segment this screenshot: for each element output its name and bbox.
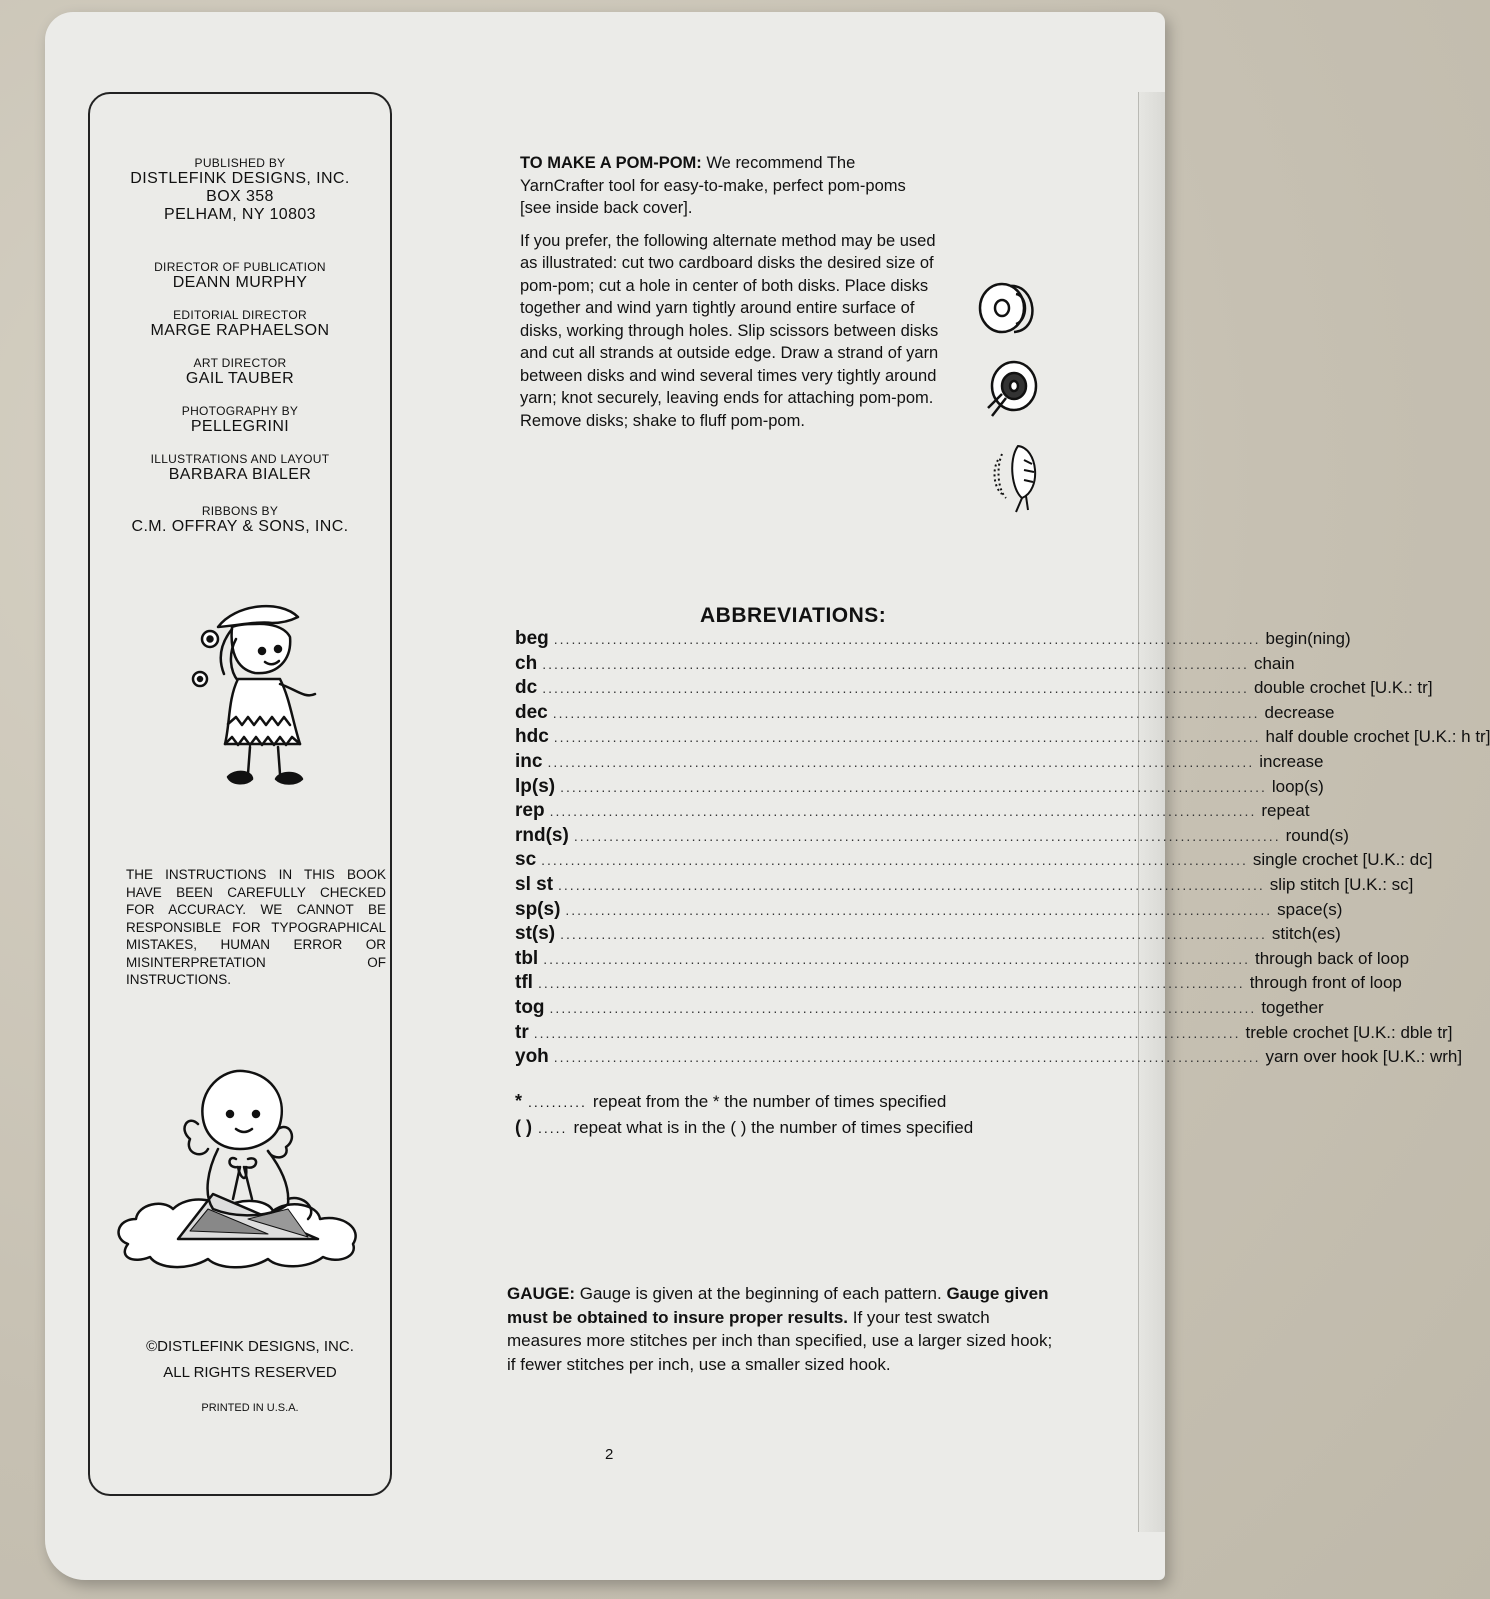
abbreviation-definition: slip stitch [U.K.: sc] [1269, 874, 1414, 894]
dot-leader: ........................................................................................................................ [553, 729, 1261, 746]
abbreviation-row [515, 849, 1433, 874]
dot-leader: ........................................................................................................................ [542, 655, 1249, 672]
dot-leader: ........................................................................................................................ [543, 950, 1250, 967]
dot-leader: ........................................................................................................................ [542, 680, 1249, 697]
abbreviation-row [515, 923, 1341, 948]
dot-leader: ........................................................................................................................ [547, 753, 1255, 770]
abbreviation-term: hdc [515, 726, 549, 748]
dot-leader: ........................................................................................................................ [565, 901, 1273, 918]
credit-role: PHOTOGRAPHY BY [181, 404, 299, 418]
dot-leader: ........................................................................................................................ [573, 827, 1281, 844]
abbreviation-term: ch [515, 652, 538, 674]
abbreviation-term: dec [515, 701, 548, 723]
abbreviation-term: sc [515, 849, 537, 871]
pompom-method: If you prefer, the following alternate method may be used as illustrated: cut two cardboard disks the desired size of pom-pom; cut a hole in center of both disks. Place disks together and wind yarn tightly around entire surface of disks, working through holes. Slip scissors between disks and cut all strands at outside edge. Draw a strand of yarn between disks and wind several times very tightly around yarn; knot securely, leaving ends for attaching pom-pom. Remove disks; shake to fluff pom-pom. [520, 231, 939, 430]
abbreviation-definition: through back of loop [1254, 948, 1410, 968]
abbreviation-row [515, 775, 1324, 801]
published-by-label: PUBLISHED BY [194, 156, 286, 170]
symbol-row [515, 1091, 1060, 1117]
credit-director-publication [90, 260, 390, 292]
abbreviation-term: lp(s) [515, 775, 556, 797]
symbol-definition: repeat from the * the number of times specified [592, 1091, 947, 1111]
credit-photography [90, 404, 390, 436]
abbreviation-term: tog [515, 996, 545, 1018]
abbreviations-title: ABBREVIATIONS: [700, 604, 887, 627]
abbreviation-row [515, 750, 1324, 776]
dot-leader: ........................................................................................................................ [560, 926, 1267, 943]
dot-leader: ........................................................................................................................ [553, 1049, 1261, 1066]
publisher-box: BOX 358 [206, 188, 274, 205]
dot-leader: ........................................................................................................................ [537, 975, 1245, 992]
dot-leader: ........................................................................................................................ [552, 704, 1260, 721]
abbreviation-definition: stitch(es) [1271, 924, 1341, 944]
abbreviation-row [515, 1046, 1463, 1071]
dot-leader: ........................................................................................................................ [560, 778, 1267, 795]
abbreviation-definition: round(s) [1285, 825, 1349, 845]
abbreviation-row [515, 701, 1335, 727]
credit-name: DEANN MURPHY [172, 274, 308, 291]
credit-name: MARGE RAPHAELSON [150, 322, 330, 339]
credit-name: C.M. OFFRAY & SONS, INC. [131, 518, 349, 535]
abbreviation-definition: space(s) [1277, 899, 1343, 919]
dot-leader: ..... [538, 1119, 568, 1136]
publisher-city: PELHAM, NY 10803 [164, 206, 316, 223]
abbreviation-term: yoh [515, 1046, 549, 1068]
abbreviation-definition: through front of loop [1249, 973, 1402, 993]
abbreviation-row [515, 800, 1310, 825]
gauge-paragraph [507, 1282, 1063, 1376]
credit-name: BARBARA BIALER [168, 466, 312, 483]
gauge-label: GAUGE: [507, 1284, 575, 1303]
pompom-intro-text: We recommend The YarnCrafter tool for easy-to-make, perfect pom-poms [see inside back cover]. [520, 154, 906, 217]
abbreviation-definition: repeat [1261, 801, 1310, 821]
pompom-heading: TO MAKE A POM-POM: [520, 154, 702, 172]
abbreviation-term: beg [515, 628, 549, 649]
credit-art-director [90, 356, 390, 388]
pompom-intro [520, 152, 940, 220]
abbreviation-row [515, 972, 1402, 997]
abbreviation-definition: loop(s) [1271, 776, 1324, 796]
abbreviation-definition: single crochet [U.K.: dc] [1252, 850, 1433, 870]
page-number: 2 [605, 1446, 614, 1463]
abbreviation-row [515, 873, 1414, 899]
abbreviation-term: rnd(s) [515, 824, 569, 846]
printed-in-line: PRINTED IN U.S.A. [201, 1402, 299, 1414]
girl-with-hat-illustration [180, 599, 330, 799]
abbreviation-definition: together [1261, 997, 1324, 1017]
credit-name: GAIL TAUBER [185, 370, 295, 387]
abbreviation-term: st(s) [515, 923, 556, 945]
dot-leader: ........................................................................................................................ [549, 803, 1257, 820]
abbreviation-row [515, 947, 1410, 973]
gauge-bold-text: Gauge given must be obtained to insure proper results. [507, 1284, 1049, 1327]
credit-role: ILLUSTRATIONS AND LAYOUT [150, 452, 330, 466]
abbreviation-definition: begin(ning) [1265, 629, 1351, 648]
dot-leader: ........................................................................................................................ [541, 852, 1248, 869]
abbreviation-row [515, 824, 1349, 850]
symbol-term: * [515, 1090, 523, 1111]
symbol-row [515, 1117, 1060, 1143]
pompom-section [520, 152, 940, 432]
abbreviation-term: tbl [515, 947, 539, 969]
abbreviation-term: sp(s) [515, 898, 561, 920]
wound-disk-icon [984, 358, 1042, 420]
dot-leader: ........................................................................................................................ [558, 876, 1265, 893]
gauge-text-2: If your test swatch measures more stitches per inch than specified, use a larger sized hook; if fewer stitches per inch, use a smaller sized hook. [507, 1307, 1053, 1374]
rights-reserved-line: ALL RIGHTS RESERVED [163, 1364, 337, 1381]
abbreviation-definition: treble crochet [U.K.: dble tr] [1245, 1022, 1453, 1042]
abbreviation-term: inc [515, 750, 543, 772]
gauge-text-1: Gauge is given at the beginning of each pattern. [579, 1284, 942, 1303]
publisher-name: DISTLEFINK DESIGNS, INC. [130, 170, 350, 187]
abbreviation-row [515, 898, 1343, 924]
abbreviation-term: tr [515, 1021, 529, 1043]
abbreviation-definition: yarn over hook [U.K.: wrh] [1265, 1047, 1463, 1067]
abbreviation-definition: chain [1253, 653, 1295, 673]
abbreviation-row [515, 726, 1490, 751]
abbreviation-term: dc [515, 677, 538, 699]
credit-illustrations [90, 452, 390, 484]
symbol-term: ( ) [515, 1116, 532, 1137]
cardboard-disks-icon [976, 280, 1042, 336]
disclaimer-text: THE INSTRUCTIONS IN THIS BOOK HAVE BEEN CAREFULLY CHECKED FOR ACCURACY. WE CANNOT BE RESPONSIBLE FOR TYPOGRAPHICAL MISTAKES, HUMAN ERROR OR MISINTERPRETATION OF INSTRUCTIONS. [126, 867, 386, 987]
credits-box [88, 92, 392, 1496]
abbreviation-definition: increase [1259, 751, 1324, 771]
baby-on-cloud-illustration [108, 1059, 373, 1274]
credit-name: PELLEGRINI [190, 418, 290, 435]
cut-pompom-icon [988, 440, 1044, 514]
symbol-definition: repeat what is in the ( ) the number of times specified [573, 1117, 974, 1137]
publisher-block [90, 156, 390, 224]
abbreviation-definition: double crochet [U.K.: tr] [1253, 678, 1433, 698]
abbreviation-definition: decrease [1264, 702, 1335, 722]
credit-ribbons [90, 504, 390, 536]
abbreviation-term: tfl [515, 972, 533, 994]
credit-role: EDITORIAL DIRECTOR [173, 308, 307, 322]
abbreviation-row [515, 628, 1351, 653]
abbreviation-row [515, 996, 1324, 1022]
copyright-line: ©DISTLEFINK DESIGNS, INC. [146, 1338, 354, 1355]
credit-role: RIBBONS BY [201, 504, 279, 518]
credit-editorial-director [90, 308, 390, 340]
dot-leader: ........................................................................................................................ [553, 631, 1261, 647]
abbreviation-definition: half double crochet [U.K.: h tr] [1265, 727, 1490, 747]
dot-leader: ........................................................................................................................ [549, 999, 1257, 1016]
abbreviation-row [515, 677, 1433, 702]
dot-leader: ........................................................................................................................ [533, 1024, 1241, 1041]
abbreviation-term: rep [515, 800, 545, 822]
abbreviations-list [515, 628, 1490, 1143]
dot-leader: .......... [528, 1093, 587, 1110]
abbreviation-term: sl st [515, 873, 554, 895]
credit-role: ART DIRECTOR [193, 356, 287, 370]
credit-role: DIRECTOR OF PUBLICATION [154, 260, 326, 274]
abbreviation-row [515, 652, 1295, 678]
abbreviation-row [515, 1021, 1453, 1047]
